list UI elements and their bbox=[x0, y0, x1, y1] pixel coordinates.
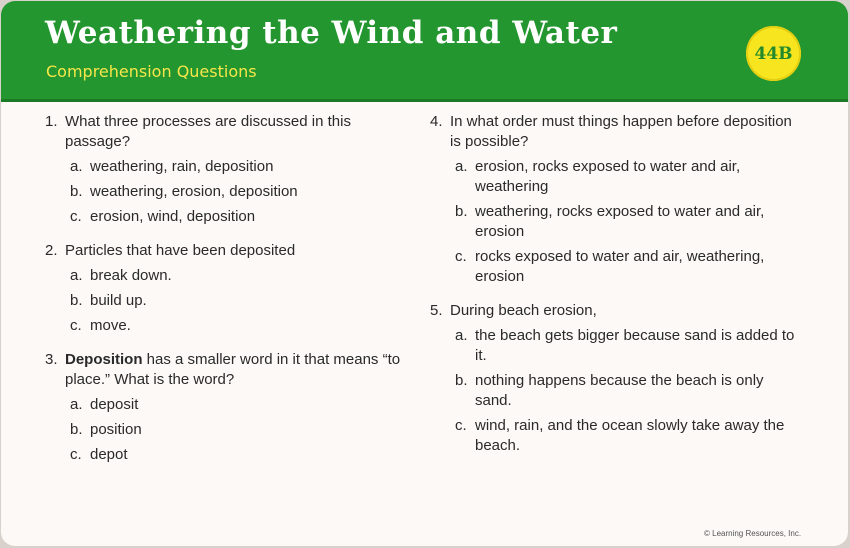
answer-options bbox=[65, 395, 417, 465]
option-letter: c. bbox=[70, 446, 82, 463]
question-text: What three processes are discussed in this passage? bbox=[65, 113, 351, 150]
badge-label: 44B bbox=[754, 43, 793, 64]
question-2 bbox=[45, 241, 417, 336]
answer-option bbox=[65, 420, 417, 440]
answer-option bbox=[65, 291, 417, 311]
option-letter: b. bbox=[455, 203, 468, 220]
option-letter: c. bbox=[455, 417, 467, 434]
answer-option bbox=[450, 157, 802, 197]
answer-option bbox=[65, 445, 417, 465]
question-text-rest: has a smaller word in it that means “to place.” What is the word? bbox=[65, 351, 401, 388]
option-letter: b. bbox=[70, 292, 83, 309]
question-4 bbox=[430, 112, 802, 287]
answer-option bbox=[450, 247, 802, 287]
option-letter: b. bbox=[455, 372, 468, 389]
question-number: 2. bbox=[45, 242, 58, 259]
option-letter: a. bbox=[455, 327, 468, 344]
answer-option bbox=[450, 371, 802, 411]
answer-option bbox=[65, 316, 417, 336]
option-letter: b. bbox=[70, 421, 83, 438]
question-text bbox=[65, 350, 417, 390]
option-text: deposit bbox=[90, 396, 139, 413]
question-number: 1. bbox=[45, 113, 58, 130]
question-bold-word: Deposition bbox=[65, 351, 143, 368]
option-text: move. bbox=[90, 317, 131, 334]
option-text: weathering, erosion, deposition bbox=[90, 183, 298, 200]
question-text: In what order must things happen before deposition is possible? bbox=[450, 113, 792, 150]
option-letter: c. bbox=[70, 208, 82, 225]
page-subtitle: Comprehension Questions bbox=[46, 62, 257, 81]
answer-option bbox=[65, 182, 417, 202]
question-number: 4. bbox=[430, 113, 443, 130]
option-letter: a. bbox=[70, 158, 83, 175]
question-3 bbox=[45, 350, 417, 465]
option-letter: c. bbox=[70, 317, 82, 334]
option-text: build up. bbox=[90, 292, 147, 309]
option-letter: a. bbox=[70, 267, 83, 284]
answer-options bbox=[65, 266, 417, 336]
answer-option bbox=[65, 157, 417, 177]
card-number-badge bbox=[746, 26, 801, 81]
option-text: break down. bbox=[90, 267, 172, 284]
answer-option bbox=[450, 416, 802, 456]
option-letter: a. bbox=[70, 396, 83, 413]
question-5 bbox=[430, 301, 802, 456]
option-text: erosion, wind, deposition bbox=[90, 208, 256, 225]
answer-option bbox=[450, 202, 802, 242]
answer-options bbox=[450, 326, 802, 456]
option-text: weathering, rain, deposition bbox=[90, 158, 274, 175]
option-text: wind, rain, and the ocean slowly take away the beach. bbox=[475, 417, 785, 454]
copyright-footer: © Learning Resources, Inc. bbox=[704, 529, 802, 538]
answer-options bbox=[450, 157, 802, 287]
option-text: the beach gets bigger because sand is added to it. bbox=[475, 327, 795, 364]
option-text: erosion, rocks exposed to water and air, weathering bbox=[475, 158, 741, 195]
option-text: position bbox=[90, 421, 142, 438]
option-letter: c. bbox=[455, 248, 467, 265]
answer-option bbox=[65, 395, 417, 415]
answer-option bbox=[65, 266, 417, 286]
option-text: rocks exposed to water and air, weathering, erosion bbox=[475, 248, 765, 285]
option-text: weathering, rocks exposed to water and air, erosion bbox=[475, 203, 765, 240]
question-text: Particles that have been deposited bbox=[65, 242, 296, 259]
option-text: depot bbox=[90, 446, 128, 463]
right-column bbox=[430, 112, 802, 470]
question-number: 5. bbox=[430, 302, 443, 319]
question-card bbox=[1, 1, 848, 546]
left-column bbox=[45, 112, 417, 479]
option-letter: a. bbox=[455, 158, 468, 175]
option-text: nothing happens because the beach is only sand. bbox=[475, 372, 764, 409]
card-header bbox=[1, 1, 848, 102]
question-number: 3. bbox=[45, 351, 58, 368]
page-title: Weathering the Wind and Water bbox=[45, 15, 618, 51]
question-1 bbox=[45, 112, 417, 227]
answer-option bbox=[450, 326, 802, 366]
question-text: During beach erosion, bbox=[450, 302, 597, 319]
answer-options bbox=[65, 157, 417, 227]
option-letter: b. bbox=[70, 183, 83, 200]
answer-option bbox=[65, 207, 417, 227]
